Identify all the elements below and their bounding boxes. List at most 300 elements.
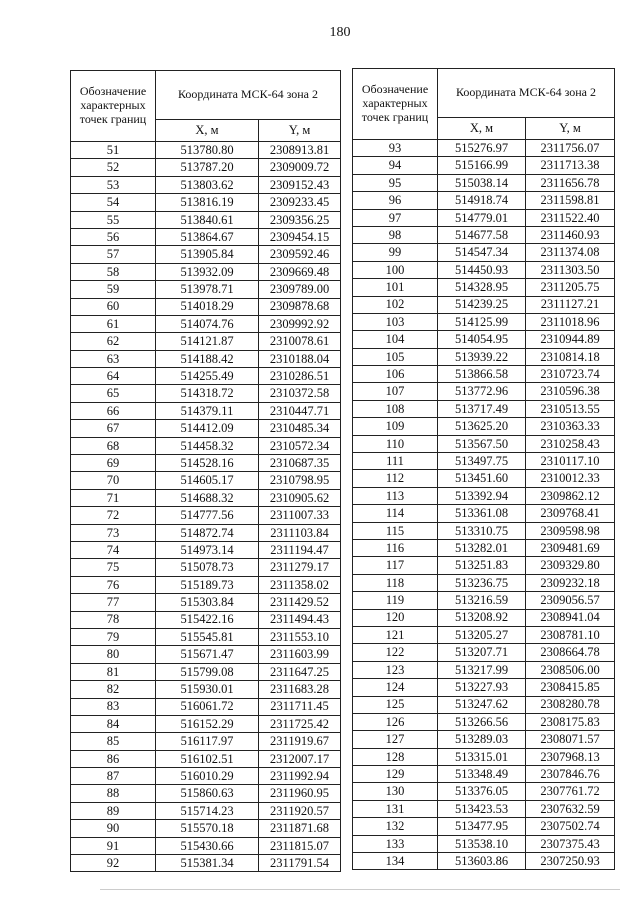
x-coordinate-cell: 513236.75 (438, 574, 526, 591)
y-coordinate-cell: 2312007.17 (259, 750, 341, 767)
y-coordinate-cell: 2307502.74 (526, 818, 615, 835)
table-row (353, 748, 615, 765)
point-number-cell: 61 (71, 315, 156, 332)
point-number-cell: 110 (353, 435, 438, 452)
x-coordinate-cell: 514872.74 (156, 524, 259, 541)
table-row (71, 594, 341, 611)
table-row (71, 437, 341, 454)
point-number-cell: 64 (71, 368, 156, 385)
table-row (353, 818, 615, 835)
x-coordinate-cell: 513477.95 (438, 818, 526, 835)
table-row (71, 350, 341, 367)
x-coordinate-cell: 513251.83 (438, 557, 526, 574)
x-coordinate-cell: 515930.01 (156, 681, 259, 698)
y-coordinate-cell: 2311920.57 (259, 802, 341, 819)
x-coordinate-cell: 513780.80 (156, 142, 259, 159)
y-coordinate-cell: 2307968.13 (526, 748, 615, 765)
y-coordinate-cell: 2307250.93 (526, 853, 615, 870)
x-coordinate-cell: 514054.95 (438, 331, 526, 348)
point-number-cell: 125 (353, 696, 438, 713)
y-coordinate-cell: 2307632.59 (526, 800, 615, 817)
y-coordinate-cell: 2309789.00 (259, 281, 341, 298)
y-coordinate-cell: 2308781.10 (526, 626, 615, 643)
x-coordinate-cell: 513864.67 (156, 228, 259, 245)
y-coordinate-cell: 2310572.34 (259, 437, 341, 454)
y-coordinate-cell: 2308415.85 (526, 679, 615, 696)
point-number-cell: 113 (353, 487, 438, 504)
table-row (353, 383, 615, 400)
y-coordinate-cell: 2311647.25 (259, 663, 341, 680)
table-row (71, 489, 341, 506)
point-number-cell: 98 (353, 226, 438, 243)
point-number-cell: 76 (71, 576, 156, 593)
x-coordinate-cell: 516061.72 (156, 698, 259, 715)
y-coordinate-cell: 2311711.45 (259, 698, 341, 715)
table-row (353, 574, 615, 591)
x-coordinate-cell: 513207.71 (438, 644, 526, 661)
x-coordinate-cell: 514239.25 (438, 296, 526, 313)
x-coordinate-cell: 513451.60 (438, 470, 526, 487)
point-number-cell: 93 (353, 140, 438, 157)
y-coordinate-cell: 2311603.99 (259, 646, 341, 663)
point-number-cell: 100 (353, 261, 438, 278)
point-number-cell: 102 (353, 296, 438, 313)
point-number-cell: 118 (353, 574, 438, 591)
table-row (71, 750, 341, 767)
x-coordinate-cell: 514379.11 (156, 402, 259, 419)
point-number-cell: 73 (71, 524, 156, 541)
y-coordinate-cell: 2310905.62 (259, 489, 341, 506)
y-coordinate-cell: 2308941.04 (526, 609, 615, 626)
point-number-cell: 90 (71, 820, 156, 837)
table-row (353, 539, 615, 556)
point-header: Обозначение характерных точек границ (71, 71, 156, 142)
table-row (353, 696, 615, 713)
x-coordinate-cell: 513376.05 (438, 783, 526, 800)
point-number-cell: 106 (353, 366, 438, 383)
table-row (71, 733, 341, 750)
table-row (353, 644, 615, 661)
table-row (353, 522, 615, 539)
table-row (71, 211, 341, 228)
y-coordinate-cell: 2311127.21 (526, 296, 615, 313)
point-number-cell: 71 (71, 489, 156, 506)
point-number-cell: 63 (71, 350, 156, 367)
table-row (353, 192, 615, 209)
table-row (71, 576, 341, 593)
x-coordinate-cell: 515189.73 (156, 576, 259, 593)
x-coordinate-cell: 513567.50 (438, 435, 526, 452)
table-row (71, 802, 341, 819)
y-coordinate-cell: 2309233.45 (259, 194, 341, 211)
x-coordinate-cell: 513423.53 (438, 800, 526, 817)
point-number-cell: 87 (71, 768, 156, 785)
y-coordinate-cell: 2311815.07 (259, 837, 341, 854)
x-coordinate-cell: 514779.01 (438, 209, 526, 226)
y-coordinate-cell: 2310012.33 (526, 470, 615, 487)
y-coordinate-cell: 2309598.98 (526, 522, 615, 539)
point-number-cell: 84 (71, 715, 156, 732)
y-coordinate-cell: 2309669.48 (259, 263, 341, 280)
table-row (353, 209, 615, 226)
table-row (71, 611, 341, 628)
table-row (353, 331, 615, 348)
point-number-cell: 95 (353, 174, 438, 191)
table-row (353, 609, 615, 626)
table-row (353, 435, 615, 452)
point-number-cell: 85 (71, 733, 156, 750)
y-coordinate-cell: 2309592.46 (259, 246, 341, 263)
point-number-cell: 60 (71, 298, 156, 315)
table-row (71, 315, 341, 332)
table-row (71, 646, 341, 663)
x-coordinate-cell: 515545.81 (156, 628, 259, 645)
point-number-cell: 83 (71, 698, 156, 715)
table-row (71, 420, 341, 437)
point-number-cell: 99 (353, 244, 438, 261)
point-number-cell: 70 (71, 472, 156, 489)
x-coordinate-cell: 514188.42 (156, 350, 259, 367)
point-number-cell: 74 (71, 541, 156, 558)
y-coordinate-cell: 2309329.80 (526, 557, 615, 574)
point-number-cell: 107 (353, 383, 438, 400)
x-coordinate-cell: 513208.92 (438, 609, 526, 626)
y-coordinate-cell: 2310485.34 (259, 420, 341, 437)
table-row (353, 731, 615, 748)
y-coordinate-cell: 2311429.52 (259, 594, 341, 611)
point-number-cell: 54 (71, 194, 156, 211)
x-coordinate-cell: 514528.16 (156, 455, 259, 472)
x-coordinate-cell: 513310.75 (438, 522, 526, 539)
table-row (71, 541, 341, 558)
point-number-cell: 115 (353, 522, 438, 539)
x-coordinate-cell: 516152.29 (156, 715, 259, 732)
point-number-cell: 86 (71, 750, 156, 767)
table-row (71, 159, 341, 176)
x-coordinate-cell: 515381.34 (156, 855, 259, 872)
y-coordinate-cell: 2311960.95 (259, 785, 341, 802)
point-number-cell: 56 (71, 228, 156, 245)
table-row (71, 681, 341, 698)
x-coordinate-cell: 513717.49 (438, 400, 526, 417)
y-coordinate-cell: 2310687.35 (259, 455, 341, 472)
x-coordinate-cell: 513932.09 (156, 263, 259, 280)
x-coordinate-cell: 513266.56 (438, 713, 526, 730)
x-coordinate-cell: 515038.14 (438, 174, 526, 191)
y-coordinate-cell: 2307375.43 (526, 835, 615, 852)
x-coordinate-cell: 514458.32 (156, 437, 259, 454)
table-row (353, 261, 615, 278)
table-row (71, 176, 341, 193)
y-coordinate-cell: 2310188.04 (259, 350, 341, 367)
table-row (353, 626, 615, 643)
x-coordinate-cell: 514328.95 (438, 279, 526, 296)
x-coordinate-cell: 513787.20 (156, 159, 259, 176)
point-number-cell: 82 (71, 681, 156, 698)
x-coordinate-cell: 515166.99 (438, 157, 526, 174)
table-row (353, 557, 615, 574)
y-coordinate-cell: 2311018.96 (526, 313, 615, 330)
x-coordinate-cell: 514318.72 (156, 385, 259, 402)
x-coordinate-cell: 514125.99 (438, 313, 526, 330)
point-number-cell: 117 (353, 557, 438, 574)
point-number-cell: 133 (353, 835, 438, 852)
x-coordinate-cell: 514777.56 (156, 507, 259, 524)
point-number-cell: 97 (353, 209, 438, 226)
point-number-cell: 119 (353, 592, 438, 609)
point-number-cell: 75 (71, 559, 156, 576)
y-coordinate-cell: 2307846.76 (526, 766, 615, 783)
y-coordinate-cell: 2311683.28 (259, 681, 341, 698)
y-coordinate-cell: 2310363.33 (526, 418, 615, 435)
table-row (71, 855, 341, 872)
y-coordinate-cell: 2310258.43 (526, 435, 615, 452)
x-coordinate-cell: 515714.23 (156, 802, 259, 819)
x-coordinate-cell: 514255.49 (156, 368, 259, 385)
table-row (353, 453, 615, 470)
point-number-cell: 101 (353, 279, 438, 296)
x-coordinate-cell: 515430.66 (156, 837, 259, 854)
y-coordinate-cell: 2311460.93 (526, 226, 615, 243)
point-number-cell: 66 (71, 402, 156, 419)
point-number-cell: 114 (353, 505, 438, 522)
table-row (71, 507, 341, 524)
table-row (353, 592, 615, 609)
y-coordinate-cell: 2310078.61 (259, 333, 341, 350)
x-coordinate-cell: 513772.96 (438, 383, 526, 400)
point-number-cell: 123 (353, 661, 438, 678)
table-row (353, 418, 615, 435)
table-row (353, 174, 615, 191)
x-coordinate-cell: 514018.29 (156, 298, 259, 315)
x-coordinate-cell: 513361.08 (438, 505, 526, 522)
y-coordinate-cell: 2309232.18 (526, 574, 615, 591)
table-row (353, 140, 615, 157)
x-coordinate-cell: 513816.19 (156, 194, 259, 211)
y-coordinate-cell: 2309356.25 (259, 211, 341, 228)
y-coordinate-cell: 2308664.78 (526, 644, 615, 661)
point-number-cell: 127 (353, 731, 438, 748)
y-coordinate-cell: 2309152.43 (259, 176, 341, 193)
point-number-cell: 68 (71, 437, 156, 454)
x-header: X, м (156, 120, 259, 142)
x-coordinate-cell: 514605.17 (156, 472, 259, 489)
y-header: Y, м (259, 120, 341, 142)
y-coordinate-cell: 2311553.10 (259, 628, 341, 645)
point-number-cell: 62 (71, 333, 156, 350)
point-number-cell: 124 (353, 679, 438, 696)
table-row (71, 142, 341, 159)
table-row (71, 663, 341, 680)
x-coordinate-cell: 514677.58 (438, 226, 526, 243)
x-coordinate-cell: 513603.86 (438, 853, 526, 870)
y-coordinate-cell: 2307761.72 (526, 783, 615, 800)
point-number-cell: 89 (71, 802, 156, 819)
table-row (353, 766, 615, 783)
x-coordinate-cell: 513227.93 (438, 679, 526, 696)
table-row (71, 837, 341, 854)
x-coordinate-cell: 513348.49 (438, 766, 526, 783)
y-coordinate-cell: 2311303.50 (526, 261, 615, 278)
table-row (353, 470, 615, 487)
y-coordinate-cell: 2311992.94 (259, 768, 341, 785)
y-coordinate-cell: 2311194.47 (259, 541, 341, 558)
table-row (71, 263, 341, 280)
point-number-cell: 79 (71, 628, 156, 645)
point-number-cell: 94 (353, 157, 438, 174)
table-row (353, 226, 615, 243)
point-number-cell: 52 (71, 159, 156, 176)
y-coordinate-cell: 2309481.69 (526, 539, 615, 556)
y-coordinate-cell: 2311656.78 (526, 174, 615, 191)
point-number-cell: 132 (353, 818, 438, 835)
table-row (353, 800, 615, 817)
table-row (353, 400, 615, 417)
page-number: 180 (329, 25, 351, 40)
x-coordinate-cell: 513840.61 (156, 211, 259, 228)
y-coordinate-cell: 2308280.78 (526, 696, 615, 713)
point-number-cell: 51 (71, 142, 156, 159)
y-coordinate-cell: 2309878.68 (259, 298, 341, 315)
y-coordinate-cell: 2310944.89 (526, 331, 615, 348)
table-row (353, 679, 615, 696)
y-coordinate-cell: 2310447.71 (259, 402, 341, 419)
point-number-cell: 105 (353, 348, 438, 365)
y-coordinate-cell: 2310117.10 (526, 453, 615, 470)
table-row (353, 661, 615, 678)
table-row (353, 487, 615, 504)
x-coordinate-cell: 513216.59 (438, 592, 526, 609)
point-number-cell: 130 (353, 783, 438, 800)
table-row (71, 559, 341, 576)
table-row (353, 366, 615, 383)
x-coordinate-cell: 514121.87 (156, 333, 259, 350)
y-coordinate-cell: 2310372.58 (259, 385, 341, 402)
coord-header: Координата МСК-64 зона 2 (156, 71, 341, 120)
point-number-cell: 121 (353, 626, 438, 643)
x-coordinate-cell: 513282.01 (438, 539, 526, 556)
y-coordinate-cell: 2310513.55 (526, 400, 615, 417)
x-coordinate-cell: 515303.84 (156, 594, 259, 611)
point-number-cell: 109 (353, 418, 438, 435)
table-row (353, 157, 615, 174)
y-coordinate-cell: 2308071.57 (526, 731, 615, 748)
point-header: Обозначение характерных точек границ (353, 69, 438, 140)
x-coordinate-cell: 513247.62 (438, 696, 526, 713)
x-coordinate-cell: 516010.29 (156, 768, 259, 785)
x-coordinate-cell: 513939.22 (438, 348, 526, 365)
point-number-cell: 112 (353, 470, 438, 487)
x-coordinate-cell: 513289.03 (438, 731, 526, 748)
y-coordinate-cell: 2309862.12 (526, 487, 615, 504)
point-number-cell: 96 (353, 192, 438, 209)
y-coordinate-cell: 2311725.42 (259, 715, 341, 732)
table-row (353, 313, 615, 330)
x-coordinate-cell: 514688.32 (156, 489, 259, 506)
y-coordinate-cell: 2309992.92 (259, 315, 341, 332)
table-row (353, 296, 615, 313)
y-coordinate-cell: 2311205.75 (526, 279, 615, 296)
point-number-cell: 129 (353, 766, 438, 783)
x-coordinate-cell: 515078.73 (156, 559, 259, 576)
x-coordinate-cell: 516117.97 (156, 733, 259, 750)
point-number-cell: 67 (71, 420, 156, 437)
point-number-cell: 81 (71, 663, 156, 680)
coordinates-table-left (70, 70, 341, 872)
x-coordinate-cell: 515799.08 (156, 663, 259, 680)
point-number-cell: 134 (353, 853, 438, 870)
x-coordinate-cell: 513217.99 (438, 661, 526, 678)
y-coordinate-cell: 2310798.95 (259, 472, 341, 489)
y-coordinate-cell: 2310723.74 (526, 366, 615, 383)
table-row (353, 783, 615, 800)
point-number-cell: 69 (71, 455, 156, 472)
table-row (71, 820, 341, 837)
table-row (353, 505, 615, 522)
y-coordinate-cell: 2308175.83 (526, 713, 615, 730)
y-coordinate-cell: 2311494.43 (259, 611, 341, 628)
point-number-cell: 122 (353, 644, 438, 661)
table-row (71, 715, 341, 732)
table-row (71, 402, 341, 419)
table-row (71, 228, 341, 245)
point-number-cell: 88 (71, 785, 156, 802)
x-coordinate-cell: 513392.94 (438, 487, 526, 504)
y-coordinate-cell: 2311279.17 (259, 559, 341, 576)
point-number-cell: 57 (71, 246, 156, 263)
point-number-cell: 53 (71, 176, 156, 193)
point-number-cell: 91 (71, 837, 156, 854)
x-coordinate-cell: 516102.51 (156, 750, 259, 767)
y-coordinate-cell: 2309009.72 (259, 159, 341, 176)
y-coordinate-cell: 2311713.38 (526, 157, 615, 174)
point-number-cell: 78 (71, 611, 156, 628)
point-number-cell: 77 (71, 594, 156, 611)
table-row (353, 713, 615, 730)
x-coordinate-cell: 513866.58 (438, 366, 526, 383)
point-number-cell: 131 (353, 800, 438, 817)
x-coordinate-cell: 514450.93 (438, 261, 526, 278)
point-number-cell: 72 (71, 507, 156, 524)
y-coordinate-cell: 2308913.81 (259, 142, 341, 159)
y-coordinate-cell: 2311522.40 (526, 209, 615, 226)
x-coordinate-cell: 513205.27 (438, 626, 526, 643)
divider (100, 889, 620, 890)
point-number-cell: 128 (353, 748, 438, 765)
table-row (71, 385, 341, 402)
y-header: Y, м (526, 118, 615, 140)
y-coordinate-cell: 2311791.54 (259, 855, 341, 872)
y-coordinate-cell: 2310286.51 (259, 368, 341, 385)
point-number-cell: 58 (71, 263, 156, 280)
table-row (353, 244, 615, 261)
table-row (353, 853, 615, 870)
point-number-cell: 126 (353, 713, 438, 730)
x-header: X, м (438, 118, 526, 140)
point-number-cell: 65 (71, 385, 156, 402)
table-row (71, 768, 341, 785)
coordinates-table-right (352, 68, 615, 870)
coord-header: Координата МСК-64 зона 2 (438, 69, 615, 118)
point-number-cell: 55 (71, 211, 156, 228)
table-row (353, 348, 615, 365)
x-coordinate-cell: 514918.74 (438, 192, 526, 209)
point-number-cell: 116 (353, 539, 438, 556)
x-coordinate-cell: 513497.75 (438, 453, 526, 470)
x-coordinate-cell: 514412.09 (156, 420, 259, 437)
table-row (71, 368, 341, 385)
y-coordinate-cell: 2310596.38 (526, 383, 615, 400)
